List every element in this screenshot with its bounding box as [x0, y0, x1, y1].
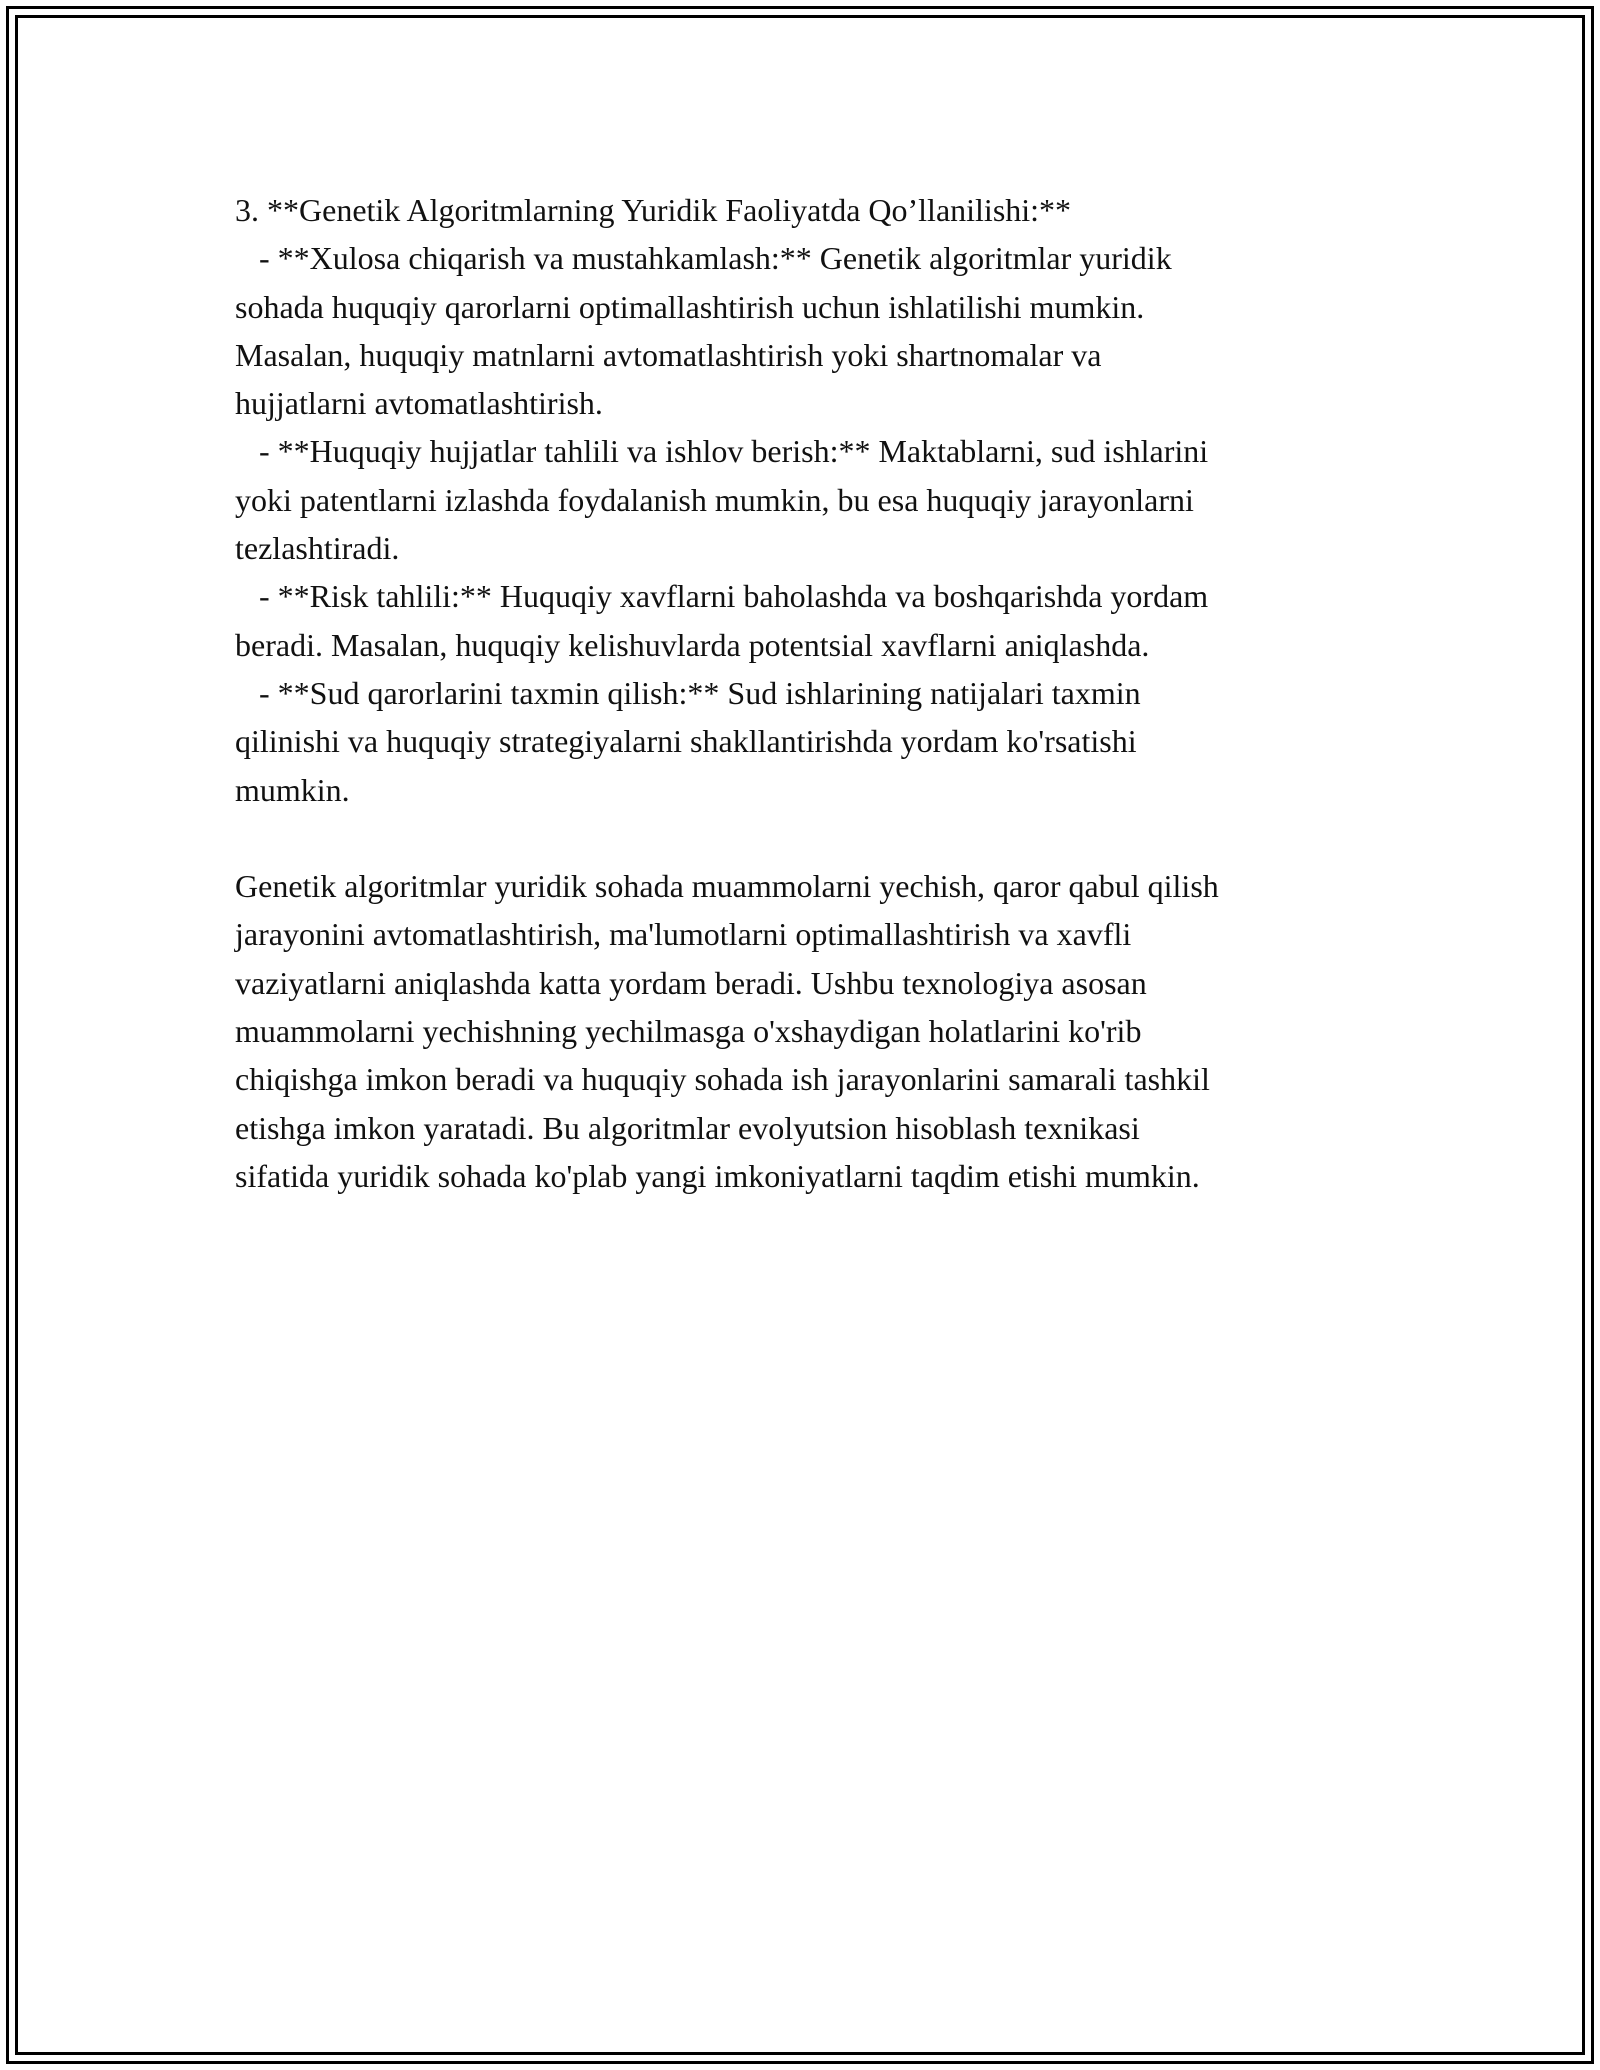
- paragraph-line: muammolarni yechishning yechilmasga o'xshaydigan holatlarini ko'rib: [235, 1013, 1142, 1050]
- bullet-line: - **Sud qarorlarini taxmin qilish:** Sud ishlarining natijalari taxmin: [235, 674, 1141, 711]
- text-line: beradi. Masalan, huquqiy kelishuvlarda potentsial xavflarni aniqlashda.: [235, 626, 1150, 663]
- paragraph-line: sifatida yuridik sohada ko'plab yangi imkoniyatlarni taqdim etishi mumkin.: [235, 1157, 1200, 1194]
- text-line: hujjatlarni avtomatlashtirish.: [235, 385, 603, 422]
- paragraph-line: chiqishga imkon beradi va huquqiy sohada ish jarayonlarini samarali tashkil: [235, 1061, 1210, 1098]
- text-line: mumkin.: [235, 771, 350, 808]
- paragraph-line: vaziyatlarni aniqlashda katta yordam beradi. Ushbu texnologiya asosan: [235, 964, 1147, 1001]
- text-line: qilinishi va huquqiy strategiyalarni shakllantirishda yordam ko'rsatishi: [235, 723, 1137, 760]
- bullet-line: - **Xulosa chiqarish va mustahkamlash:** Genetik algoritmlar yuridik: [235, 240, 1172, 277]
- section-heading: 3. **Genetik Algoritmlarning Yuridik Faoliyatda Qo’llanilishi:**: [235, 192, 1072, 228]
- text-line: sohada huquqiy qarorlarni optimallashtirish uchun ishlatilishi mumkin.: [235, 288, 1145, 325]
- text-line: Masalan, huquqiy matnlarni avtomatlashtirish yoki shartnomalar va: [235, 336, 1102, 373]
- paragraph-line: Genetik algoritmlar yuridik sohada muammolarni yechish, qaror qabul qilish: [235, 868, 1219, 905]
- paragraph-line: etishga imkon yaratadi. Bu algoritmlar evolyutsion hisoblash texnikasi: [235, 1109, 1140, 1146]
- text-line: tezlashtiradi.: [235, 530, 400, 567]
- bullet-line: - **Risk tahlili:** Huquqiy xavflarni baholashda va boshqarishda yordam: [235, 578, 1209, 615]
- document-body: [235, 186, 1385, 1200]
- blank-line: [235, 814, 1385, 862]
- text-line: yoki patentlarni izlashda foydalanish mumkin, bu esa huquqiy jarayonlarni: [235, 481, 1194, 518]
- bullet-line: - **Huquqiy hujjatlar tahlili va ishlov berish:** Maktablarni, sud ishlarini: [235, 433, 1209, 470]
- paragraph-line: jarayonini avtomatlashtirish, ma'lumotlarni optimallashtirish va xavfli: [235, 916, 1132, 953]
